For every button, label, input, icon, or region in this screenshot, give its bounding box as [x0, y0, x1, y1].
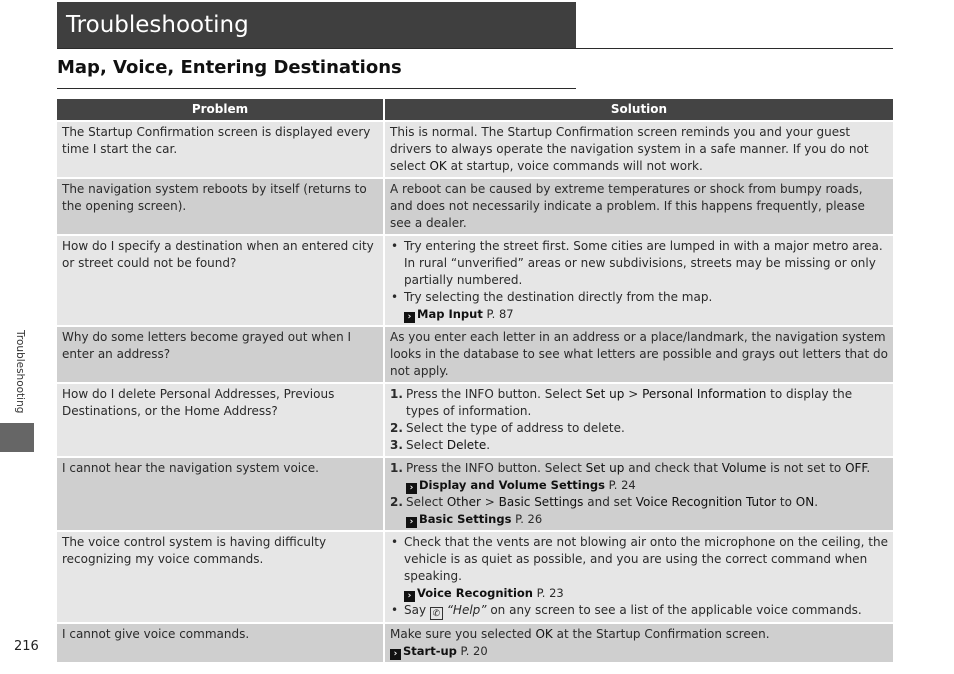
solution-text: .: [866, 461, 871, 475]
problem-cell: The Startup Confirmation screen is displayed every time I start the car.: [57, 120, 383, 177]
reference-page: P. 23: [533, 586, 564, 600]
solution-text: on any screen to see a list of the applicable voice commands.: [486, 603, 862, 617]
solution-text: Press the INFO button. Select: [406, 461, 586, 475]
solution-text: >: [624, 387, 643, 401]
step-number: 1.: [390, 461, 403, 475]
page-title: Troubleshooting: [57, 2, 576, 48]
solution-text: .: [486, 438, 491, 452]
problem-cell: I cannot give voice commands.: [57, 622, 383, 662]
solution-cell: [383, 120, 893, 177]
section-heading: Map, Voice, Entering Destinations: [57, 57, 402, 78]
solution-cell: [383, 622, 893, 662]
page-reference-link[interactable]: [390, 644, 488, 658]
table-row: [57, 325, 893, 382]
table-row: [57, 382, 893, 456]
reference-label: Basic Settings: [419, 512, 512, 526]
basic-settings-term: Basic Settings: [498, 495, 584, 509]
help-command: “Help”: [446, 603, 487, 617]
problem-cell: I cannot hear the navigation system voice.: [57, 456, 383, 530]
solution-text: Select: [406, 495, 447, 509]
solution-text: Make sure you selected: [390, 627, 536, 641]
solution-text: at startup, voice commands will not work.: [446, 159, 703, 173]
solution-text: Say: [404, 603, 430, 617]
solution-text: is not set to: [766, 461, 846, 475]
step-number: 2.: [390, 495, 403, 509]
reference-arrow-icon: ›: [406, 483, 417, 494]
problem-cell: How do I specify a destination when an entered city or street could not be found?: [57, 234, 383, 325]
table-row: [57, 622, 893, 662]
problem-cell: The voice control system is having difficulty recognizing my voice commands.: [57, 530, 383, 622]
on-term: ON: [795, 495, 815, 509]
solution-text: and set: [583, 495, 636, 509]
step-number: 1.: [390, 387, 403, 401]
table-row: [57, 177, 893, 234]
reference-arrow-icon: ›: [404, 312, 415, 323]
page-number: 216: [14, 639, 39, 654]
personal-information-term: Personal Information: [642, 387, 767, 401]
side-tab-marker: [0, 423, 34, 452]
reference-label: Map Input: [417, 307, 483, 321]
table-row: [57, 530, 893, 622]
title-divider: [57, 48, 893, 49]
volume-term: Volume: [721, 461, 767, 475]
solution-cell: [383, 234, 893, 325]
set-up-term: Set up: [585, 387, 625, 401]
solution-step: [390, 420, 888, 437]
solution-cell: As you enter each letter in an address or a place/landmark, the navigation system looks in the database to see what letters are possible and grays out letters that do not apply.: [383, 325, 893, 382]
page-reference-link[interactable]: [404, 586, 564, 600]
solution-text: at the Startup Confirmation screen.: [552, 627, 770, 641]
problem-cell: How do I delete Personal Addresses, Previous Destinations, or the Home Address?: [57, 382, 383, 456]
solution-text: Check that the vents are not blowing air onto the microphone on the ceiling, the vehicle is as quiet as possible, and you are using the correct command when speaking.: [404, 535, 888, 583]
reference-label: Display and Volume Settings: [419, 478, 605, 492]
delete-term: Delete: [446, 438, 487, 452]
solution-text: .: [814, 495, 819, 509]
ok-term: OK: [429, 159, 447, 173]
solution-text: Select the type of address to delete.: [406, 421, 625, 435]
solution-bullet: [404, 602, 888, 620]
section-divider: [57, 88, 576, 89]
solution-text: >: [480, 495, 499, 509]
solution-cell: A reboot can be caused by extreme temperatures or shock from bumpy roads, and does not necessarily indicate a problem. If this happens frequently, please see a dealer.: [383, 177, 893, 234]
solution-cell: [383, 456, 893, 530]
side-tab-label: Troubleshooting: [14, 330, 26, 414]
solution-column-header: Solution: [383, 99, 893, 120]
solution-text: This is normal. The Startup Confirmation screen reminds you and your guest drivers to always operate the navigation system in a safe manner. If you do not select: [390, 125, 869, 173]
set-up-term: Set up: [585, 461, 625, 475]
solution-bullet: • Try entering the street first. Some cities are lumped in with a major metro area. In rural “unverified” areas or new subdivisions, streets may be missing or only partially numbered.: [404, 238, 888, 289]
off-term: OFF: [845, 461, 867, 475]
solution-text: Press the INFO button. Select: [406, 387, 586, 401]
talk-button-icon: ✆: [430, 607, 443, 620]
table-header-row: [57, 99, 893, 120]
table-row: [57, 120, 893, 177]
solution-step: [390, 386, 888, 420]
reference-label: Voice Recognition: [417, 586, 533, 600]
page-reference-link[interactable]: [406, 478, 636, 492]
page-reference-link[interactable]: [404, 307, 514, 321]
ok-term: OK: [535, 627, 553, 641]
page-reference-link[interactable]: [406, 512, 542, 526]
other-term: Other: [446, 495, 481, 509]
solution-bullet: [404, 289, 888, 323]
step-number: 3.: [390, 438, 403, 452]
solution-text: and check that: [624, 461, 722, 475]
solution-text: Select: [406, 438, 447, 452]
solution-cell: [383, 382, 893, 456]
problem-cell: The navigation system reboots by itself (returns to the opening screen).: [57, 177, 383, 234]
reference-arrow-icon: ›: [390, 649, 401, 660]
solution-step: [390, 437, 888, 454]
voice-recognition-tutor-term: Voice Recognition Tutor: [635, 495, 777, 509]
troubleshooting-table: [57, 99, 893, 662]
table-row: [57, 456, 893, 530]
solution-step: [390, 494, 888, 528]
reference-page: P. 20: [456, 644, 488, 658]
solution-bullet: [404, 534, 888, 602]
problem-cell: Why do some letters become grayed out when I enter an address?: [57, 325, 383, 382]
reference-page: P. 26: [511, 512, 543, 526]
reference-page: P. 87: [482, 307, 514, 321]
solution-text: Try selecting the destination directly from the map.: [404, 290, 713, 304]
solution-text: to: [776, 495, 796, 509]
solution-cell: [383, 530, 893, 622]
reference-page: P. 24: [604, 478, 636, 492]
table-row: [57, 234, 893, 325]
reference-arrow-icon: ›: [406, 517, 417, 528]
solution-step: [390, 460, 888, 494]
reference-arrow-icon: ›: [404, 591, 415, 602]
step-number: 2.: [390, 421, 403, 435]
reference-label: Start-up: [403, 644, 457, 658]
solution-text: to display the types of information.: [406, 387, 853, 418]
problem-column-header: Problem: [57, 99, 383, 120]
